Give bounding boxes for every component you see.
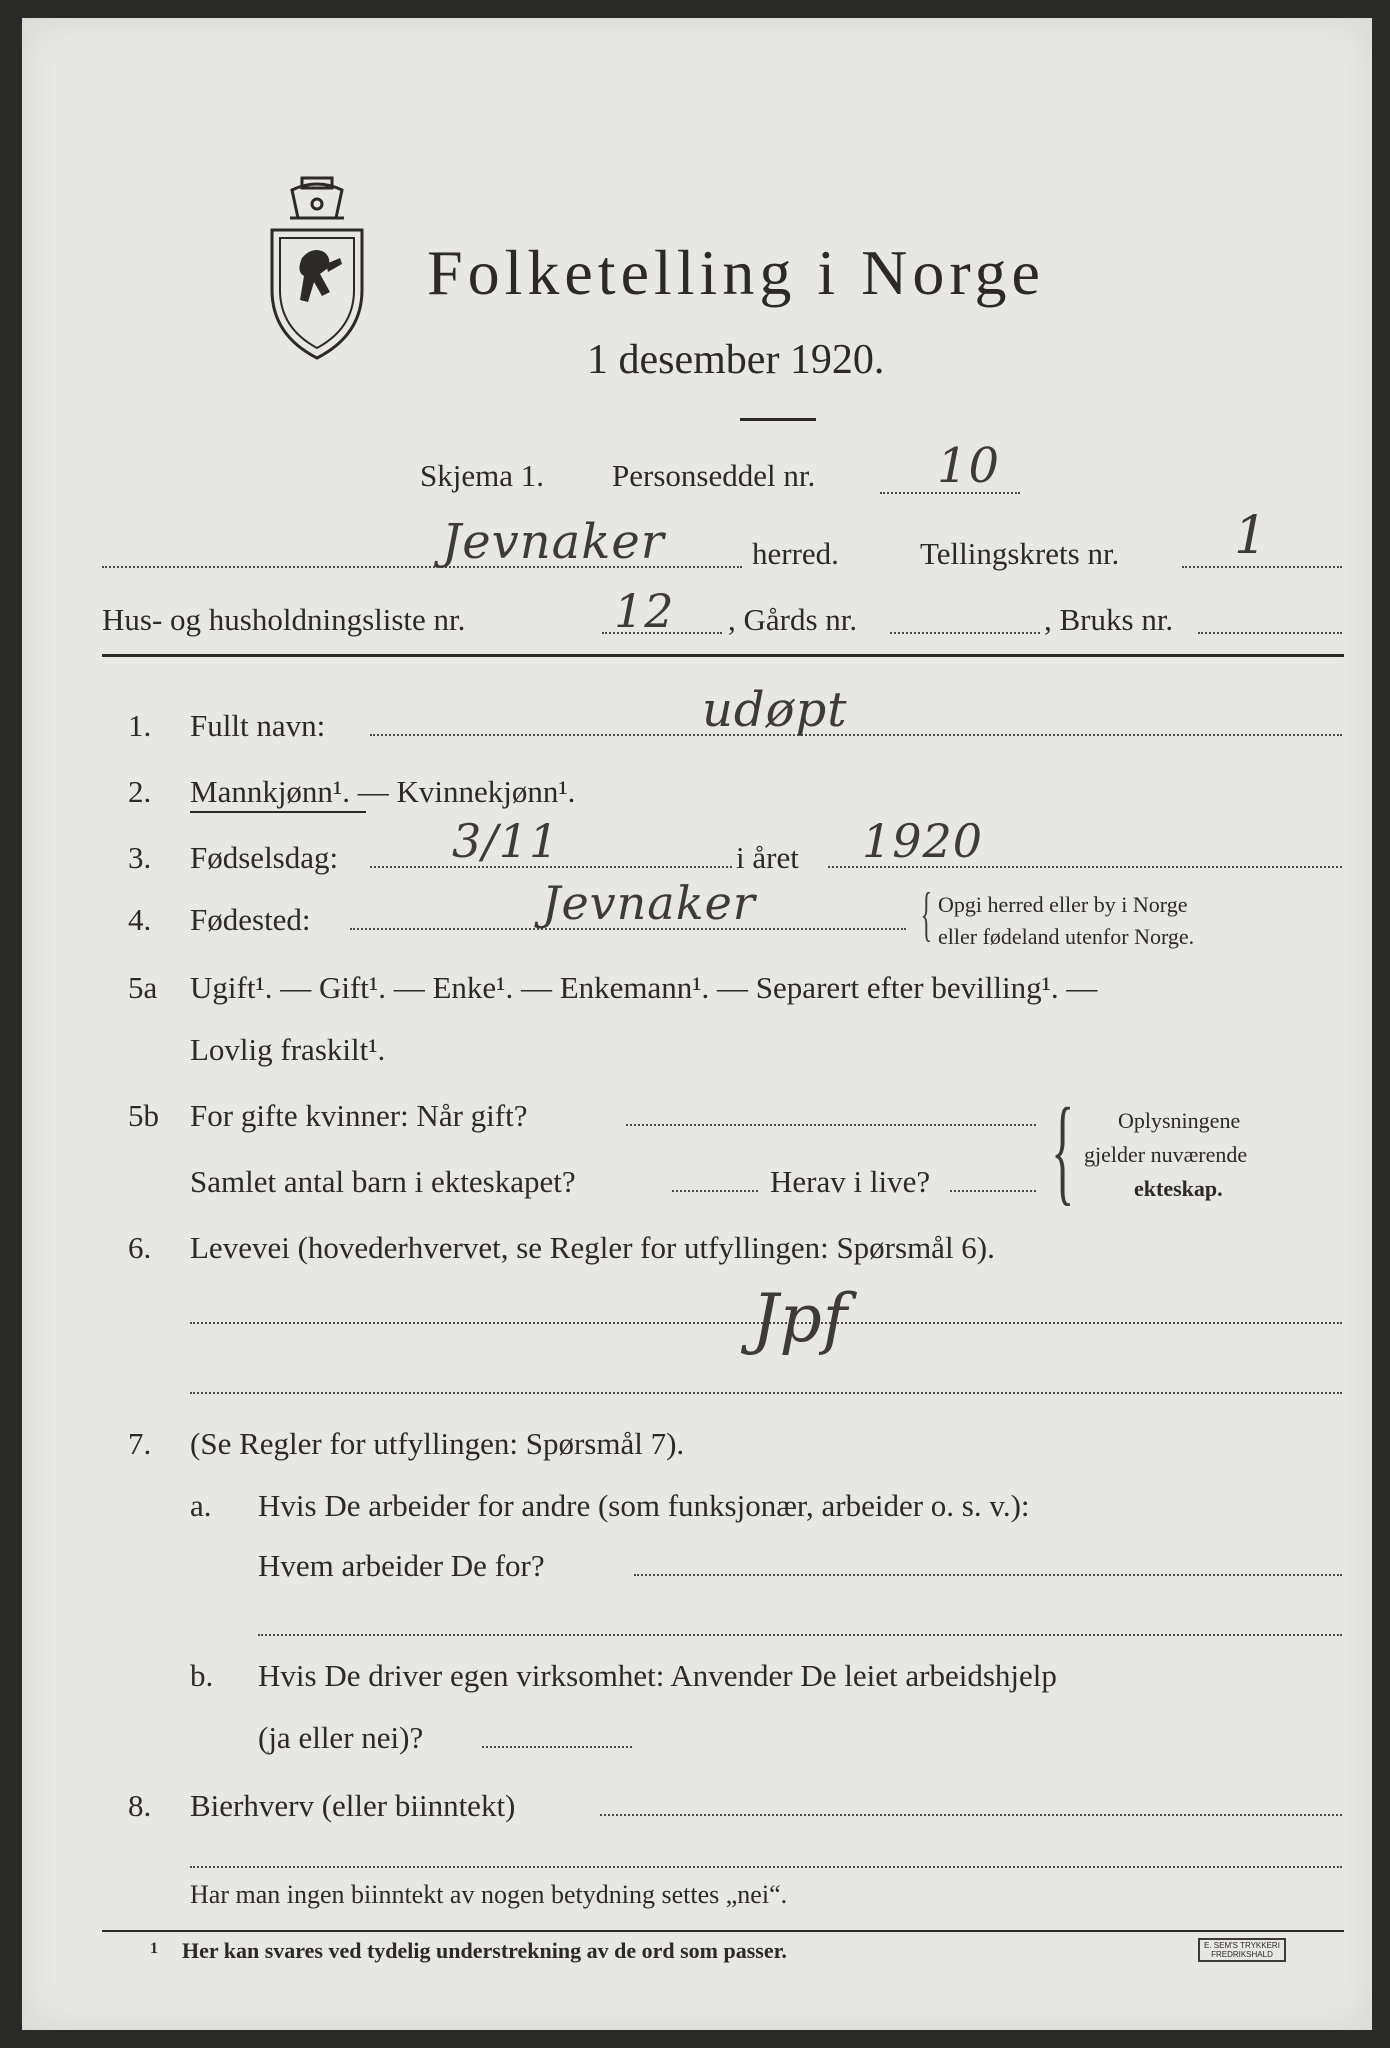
census-form-sheet bbox=[22, 18, 1372, 2030]
husholdning-label: Hus- og husholdningsliste nr. bbox=[102, 602, 466, 637]
q5b-married-field-line[interactable] bbox=[626, 1124, 1036, 1126]
tellingskrets-label: Tellingskrets nr. bbox=[920, 536, 1120, 571]
q5b-alive-field-line[interactable] bbox=[950, 1190, 1036, 1192]
gards-label: , Gårds nr. bbox=[728, 602, 858, 637]
personseddel-label: Personseddel nr. bbox=[612, 458, 816, 493]
q5a-number: 5a bbox=[128, 970, 158, 1005]
q3-year-value: 1920 bbox=[862, 814, 984, 868]
printer-stamp-line1: E. SEM'S TRYKKERI bbox=[1204, 1941, 1280, 1950]
q8-field-line1[interactable] bbox=[600, 1814, 1342, 1816]
q5b-number: 5b bbox=[128, 1098, 159, 1133]
q2-mannkjonn-underline bbox=[190, 811, 366, 813]
q3-number: 3. bbox=[128, 840, 152, 875]
q1-value: udøpt bbox=[702, 682, 848, 738]
q4-label: Fødested: bbox=[190, 902, 311, 937]
q2-text: Mannkjønn¹. — Kvinnekjønn¹. bbox=[190, 774, 576, 809]
q4-note-line1: Opgi herred eller by i Norge bbox=[938, 892, 1188, 917]
q5b-line2a: Samlet antal barn i ekteskapet? bbox=[190, 1164, 576, 1199]
tellingskrets-field-line[interactable] bbox=[1182, 566, 1342, 568]
q4-value: Jevnaker bbox=[542, 876, 756, 930]
q5a-line2: Lovlig fraskilt¹. bbox=[190, 1032, 386, 1067]
q5b-note-brace: { bbox=[1051, 1083, 1075, 1216]
footnote-mark: 1 bbox=[150, 1940, 158, 1957]
q7a-line2: Hvem arbeider De for? bbox=[258, 1548, 545, 1583]
herred-value: Jevnaker bbox=[442, 514, 665, 570]
q3-label: Fødselsdag: bbox=[190, 840, 339, 875]
q7a-letter: a. bbox=[190, 1488, 212, 1523]
q6-value: Jpf bbox=[752, 1280, 849, 1357]
bruks-field-line[interactable] bbox=[1198, 632, 1342, 634]
q8-note: Har man ingen biinntekt av nogen betydning settes „nei“. bbox=[190, 1880, 788, 1909]
header-divider bbox=[102, 654, 1344, 657]
q1-number: 1. bbox=[128, 708, 152, 743]
q4-note-brace: { bbox=[920, 881, 933, 947]
q5b-children-field-line[interactable] bbox=[672, 1190, 758, 1192]
herred-label: herred. bbox=[752, 536, 839, 571]
q1-label: Fullt navn: bbox=[190, 708, 326, 743]
q2-number: 2. bbox=[128, 774, 152, 809]
footnote-divider bbox=[102, 1930, 1344, 1932]
q1-field-line[interactable] bbox=[370, 734, 1342, 736]
q7a-employer-field-line1[interactable] bbox=[634, 1574, 1342, 1576]
tellingskrets-value: 1 bbox=[1234, 506, 1269, 566]
q5b-line2b: Herav i live? bbox=[770, 1164, 931, 1199]
q4-note-line2: eller fødeland utenfor Norge. bbox=[938, 924, 1195, 949]
q7a-employer-field-line2[interactable] bbox=[258, 1634, 1342, 1636]
q7-label: (Se Regler for utfyllingen: Spørsmål 7). bbox=[190, 1426, 685, 1461]
printer-stamp bbox=[1198, 1938, 1286, 1962]
husholdning-value: 12 bbox=[614, 584, 675, 638]
q7-number: 7. bbox=[128, 1426, 152, 1461]
title-divider bbox=[740, 418, 816, 421]
q5b-line1: For gifte kvinner: Når gift? bbox=[190, 1098, 528, 1133]
q7b-letter: b. bbox=[190, 1658, 214, 1693]
q8-label: Bierhverv (eller biinntekt) bbox=[190, 1788, 516, 1823]
q5b-note-line2: gjelder nuværende bbox=[1084, 1142, 1248, 1167]
q3-birthday-value: 3/11 bbox=[452, 814, 560, 868]
q5b-note-line1: Oplysningene bbox=[1118, 1108, 1241, 1133]
q3-aret-label: i året bbox=[736, 840, 799, 875]
q8-number: 8. bbox=[128, 1788, 152, 1823]
q7b-line1: Hvis De driver egen virksomhet: Anvender De leiet arbeidshjelp bbox=[258, 1658, 1057, 1693]
footnote-text: Her kan svares ved tydelig understrekning av de ord som passer. bbox=[182, 1938, 787, 1963]
q6-label: Levevei (hovederhvervet, se Regler for utfyllingen: Spørsmål 6). bbox=[190, 1230, 995, 1265]
q6-number: 6. bbox=[128, 1230, 152, 1265]
norwegian-coat-of-arms-icon bbox=[262, 168, 372, 368]
printer-stamp-line2: FREDRIKSHALD bbox=[1211, 1950, 1273, 1959]
q7b-field-line[interactable] bbox=[482, 1746, 632, 1748]
gards-field-line[interactable] bbox=[890, 632, 1040, 634]
q4-number: 4. bbox=[128, 902, 152, 937]
personseddel-value: 10 bbox=[937, 438, 1001, 494]
q5a-line1: Ugift¹. — Gift¹. — Enke¹. — Enkemann¹. — Separert efter bevilling¹. — bbox=[190, 970, 1098, 1005]
q7a-line1: Hvis De arbeider for andre (som funksjonær, arbeider o. s. v.): bbox=[258, 1488, 1030, 1523]
form-title: Folketelling i Norge bbox=[427, 237, 1045, 308]
q6-field-line2[interactable] bbox=[190, 1392, 1342, 1394]
bruks-label: , Bruks nr. bbox=[1044, 602, 1174, 637]
q5b-note-line3: ekteskap. bbox=[1134, 1176, 1223, 1201]
q8-field-line2[interactable] bbox=[190, 1866, 1342, 1868]
q7b-line2: (ja eller nei)? bbox=[258, 1720, 424, 1755]
skjema-label: Skjema 1. bbox=[420, 458, 544, 493]
form-date: 1 desember 1920. bbox=[587, 337, 885, 383]
